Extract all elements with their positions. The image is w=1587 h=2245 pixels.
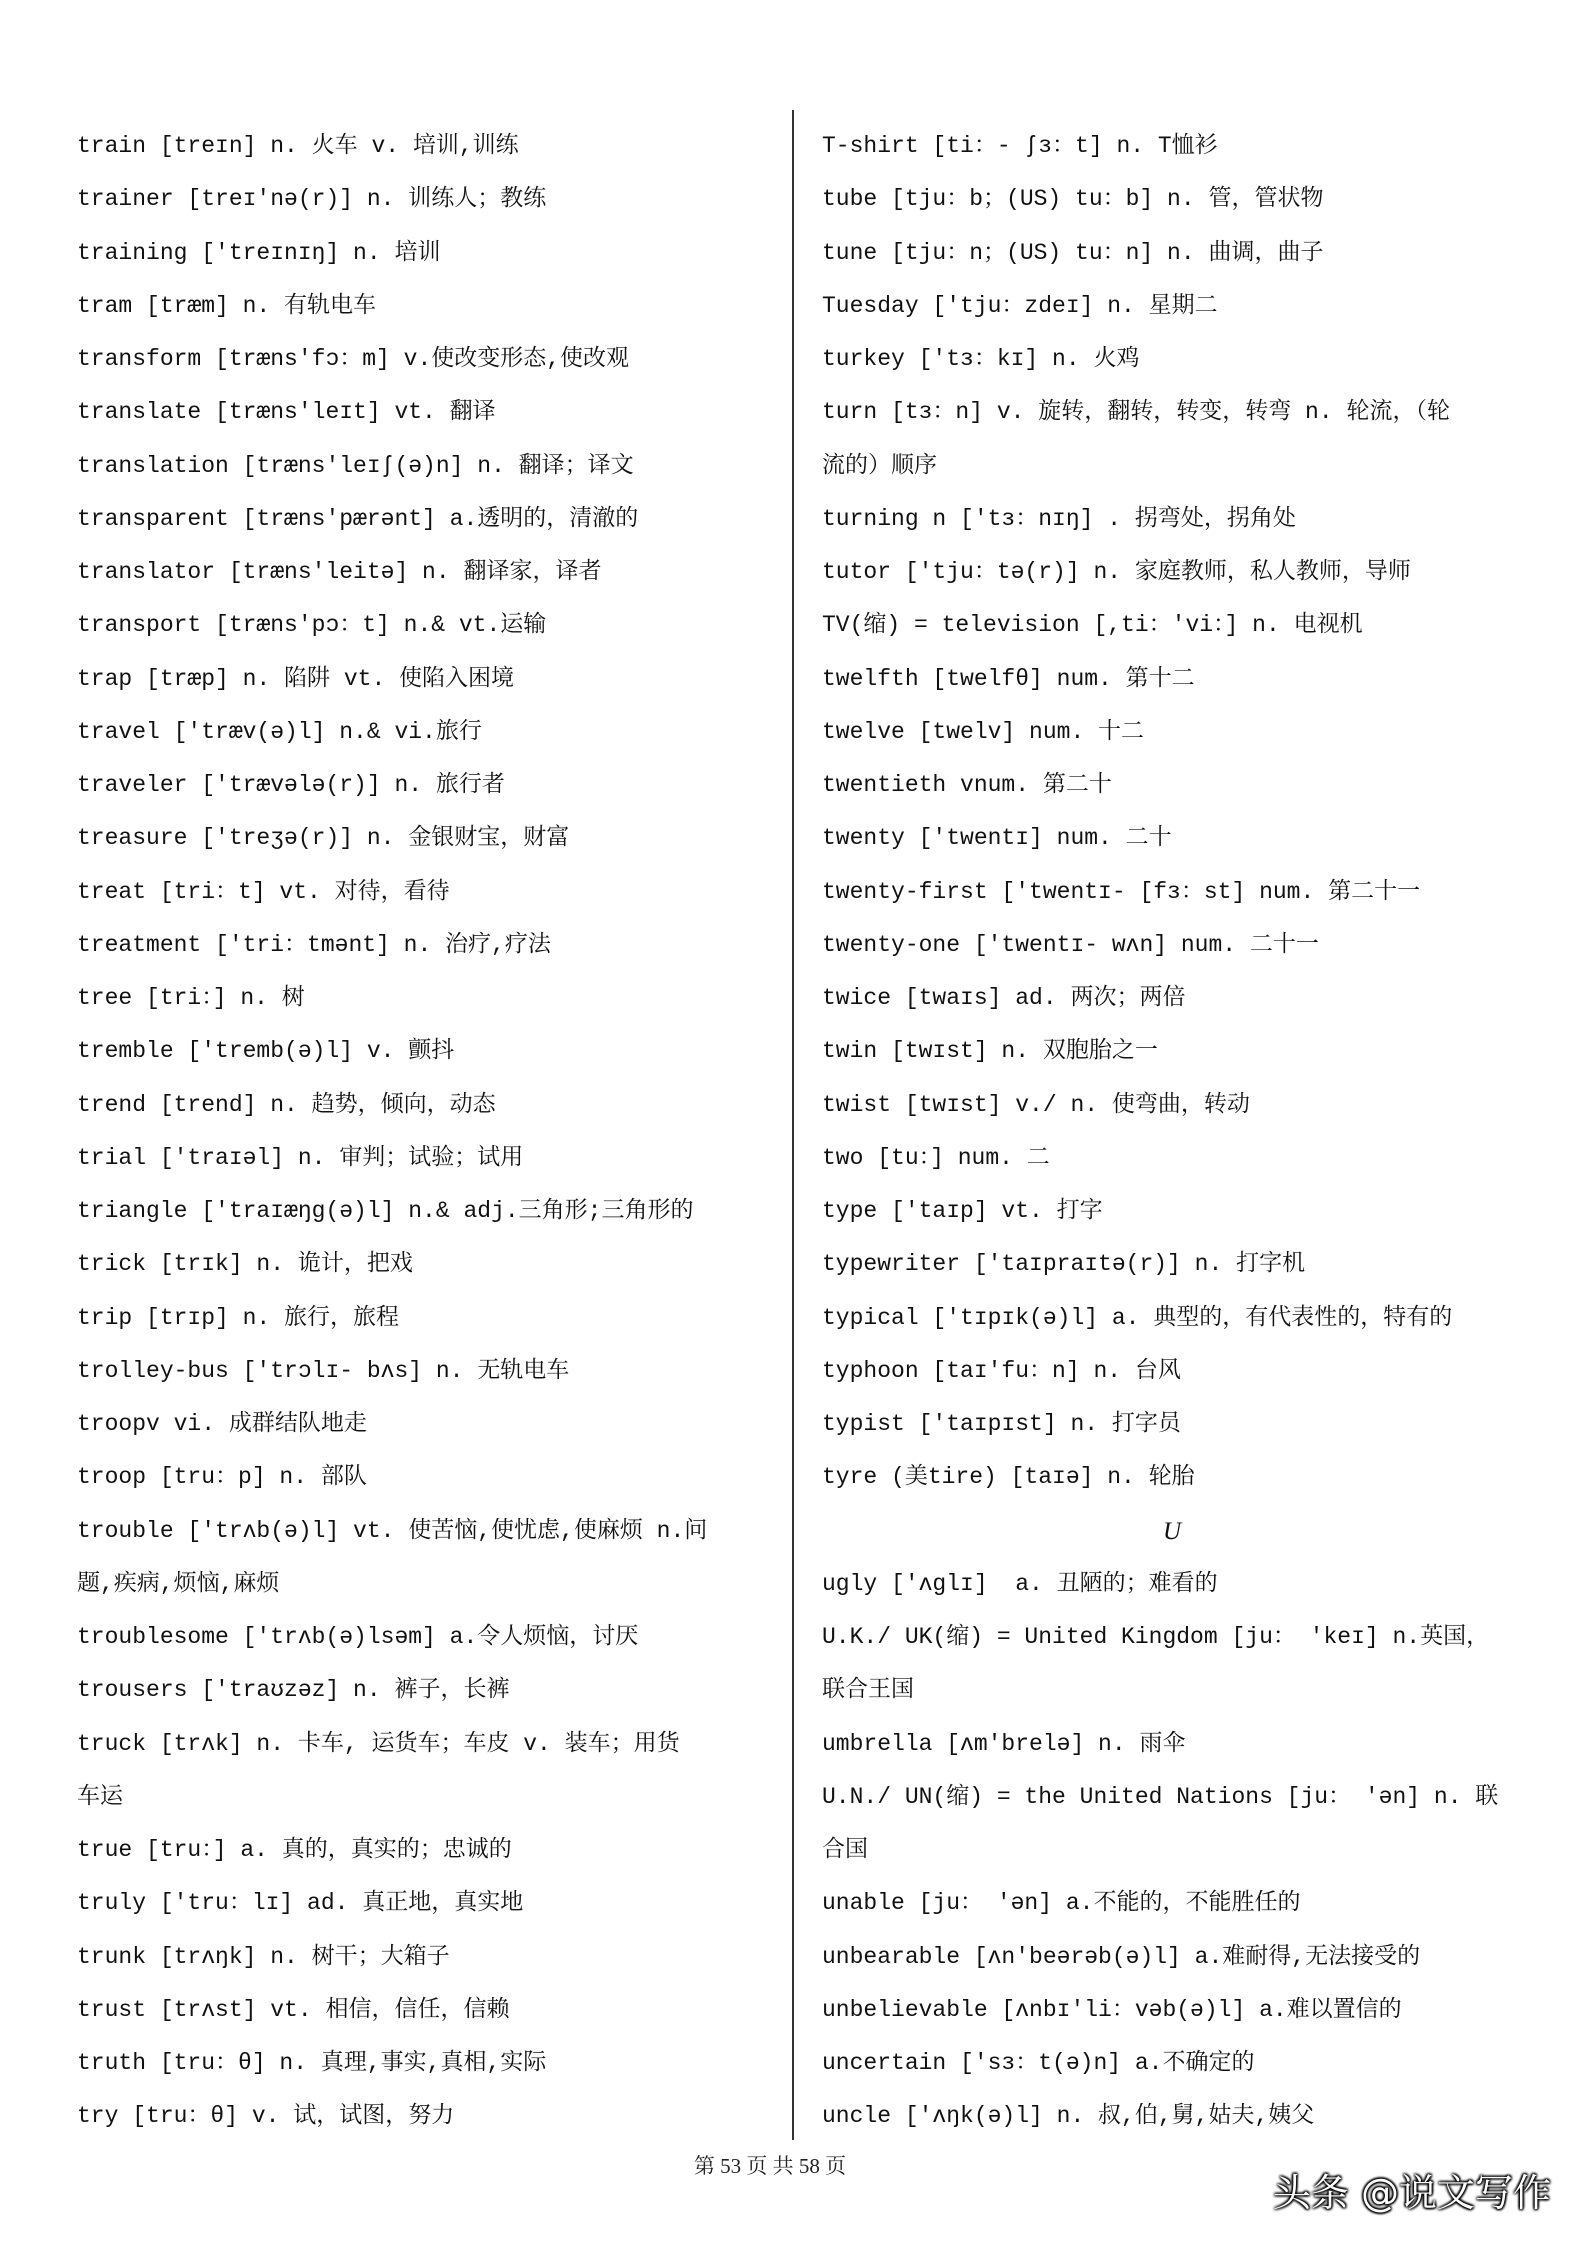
vocab-entry [77, 1505, 782, 1612]
vocab-entry [822, 1931, 1562, 1984]
vocab-entry [77, 280, 782, 333]
vocab-entry [77, 1132, 782, 1185]
vocab-entry [822, 1398, 1562, 1451]
vocab-entry-line: translator [træns'leitə] n. 翻译家，译者 [77, 559, 602, 585]
vocab-entry [77, 386, 782, 439]
page-footer: 第 53 页 共 58 页 [693, 2154, 847, 2178]
vocab-entry-line: typhoon [taɪ'fu：n] n. 台风 [822, 1357, 1181, 1384]
vocab-entry [822, 1451, 1562, 1504]
section-letter: U [1162, 1517, 1182, 1545]
vocab-entry [77, 227, 782, 280]
vocab-entry [822, 1079, 1562, 1132]
vocab-entry [822, 599, 1562, 652]
right-column [822, 120, 1562, 2144]
vocab-entry-line: trousers ['traʊzəz] n. 裤子，长裤 [77, 1677, 510, 1704]
vocab-entry-line: uncle ['ʌŋk(ə)l] n. 叔,伯,舅,姑夫,姨父 [822, 2103, 1315, 2130]
vocab-entry [77, 759, 782, 812]
vocab-entry-line: ugly ['ʌglɪ] a. 丑陋的；难看的 [822, 1570, 1218, 1597]
vocab-entry [77, 493, 782, 546]
vocab-entry-line: truck [trʌk] n. 卡车, 运货车；车皮 v. 装车；用货 [77, 1730, 680, 1757]
vocab-entry-line: turning n ['tɜ：nɪŋ] . 拐弯处，拐角处 [822, 505, 1296, 532]
vocab-entry-line: tram [træm] n. 有轨电车 [77, 292, 377, 319]
vocab-entry-line: unable [ju： 'ən] a.不能的，不能胜任的 [822, 1890, 1301, 1917]
vocab-entry-line: trust [trʌst] vt. 相信，信任，信赖 [77, 1996, 510, 2023]
vocab-entry [822, 333, 1562, 386]
vocab-entry [822, 173, 1562, 226]
vocab-entry [77, 1238, 782, 1291]
vocab-entry-line: tyre (美tire) [taɪə] n. 轮胎 [822, 1464, 1195, 1491]
vocab-entry [822, 280, 1562, 333]
vocab-entry-line: uncertain ['sɜ：t(ə)n] a.不确定的 [822, 2050, 1255, 2076]
vocab-entry-line: treatment ['tri：tmənt] n. 治疗,疗法 [77, 931, 551, 958]
vocab-entry [822, 1984, 1562, 2037]
vocab-entry-line: Tuesday ['tju：zdeɪ] n. 星期二 [822, 292, 1218, 319]
left-column [77, 120, 782, 2144]
vocab-entry-line: true [tru：] a. 真的，真实的；忠诚的 [77, 1837, 512, 1863]
vocab-entry-line: twelfth [twelfθ] num. 第十二 [822, 665, 1195, 692]
vocab-entry-line: traveler ['trævələ(r)] n. 旅行者 [77, 772, 505, 798]
vocab-entry [822, 706, 1562, 759]
vocab-entry [822, 812, 1562, 865]
vocab-entry [77, 1185, 782, 1238]
vocab-entry-line: twenty-one ['twentɪ- wʌn] num. 二十一 [822, 931, 1319, 958]
vocab-entry [77, 919, 782, 972]
vocab-entry-line: unbearable [ʌn'beərəb(ə)l] a.难耐得,无法接受的 [822, 1943, 1421, 1970]
vocab-entry-line: trouble ['trʌb(ə)l] vt. 使苦恼,使忧虑,使麻烦 n.问 [77, 1517, 708, 1544]
vocab-entry [822, 1718, 1562, 1771]
vocab-entry [822, 866, 1562, 919]
vocab-entry-line: treasure ['treʒə(r)] n. 金银财宝，财富 [77, 825, 570, 852]
vocab-entry [77, 1931, 782, 1984]
vocab-entry-line: twenty-first ['twentɪ- [fɜ：st] num. 第二十一 [822, 878, 1421, 905]
vocab-entry-line: trainer [treɪ'nə(r)] n. 训练人；教练 [77, 186, 547, 213]
vocab-entry-line: twelve [twelv] num. 十二 [822, 718, 1145, 745]
vocab-entry [77, 1079, 782, 1132]
vocab-entry-line: T-shirt [ti：- ʃɜ：t] n. T恤衫 [822, 133, 1218, 159]
column-divider [792, 110, 794, 2140]
vocab-entry-continuation: 流的）顺序 [822, 452, 937, 479]
vocab-entry-line: trunk [trʌŋk] n. 树干；大箱子 [77, 1943, 450, 1970]
vocab-entry-line: twenty ['twentɪ] num. 二十 [822, 825, 1172, 852]
vocab-entry [77, 812, 782, 865]
vocab-entry-line: trial ['traɪəl] n. 审判；试验；试用 [77, 1144, 524, 1171]
vocab-entry [77, 866, 782, 919]
vocab-entry-line: two [tu：] num. 二 [822, 1144, 1050, 1171]
vocab-entry [77, 1984, 782, 2037]
vocab-entry [822, 493, 1562, 546]
vocab-entry-line: transparent [træns'pærənt] a.透明的，清澈的 [77, 505, 639, 532]
vocab-entry-line: translate [træns'leɪt] vt. 翻译 [77, 399, 496, 426]
vocab-entry [822, 653, 1562, 706]
vocab-entry-line: truly ['tru：lɪ] ad. 真正地，真实地 [77, 1890, 524, 1917]
vocab-entry-line: twin [twɪst] n. 双胞胎之一 [822, 1038, 1158, 1065]
vocab-entry-line: twentieth vnum. 第二十 [822, 772, 1112, 798]
vocab-entry [77, 972, 782, 1025]
vocab-entry [77, 1718, 782, 1825]
vocab-entry [77, 546, 782, 599]
vocab-entry-line: translation [træns'leɪʃ(ə)n] n. 翻译；译文 [77, 452, 634, 479]
vocab-entry-line: tremble ['tremb(ə)l] v. 颤抖 [77, 1038, 455, 1065]
vocab-entry-line: twice [twaɪs] ad. 两次；两倍 [822, 985, 1186, 1011]
vocab-entry-continuation: 题,疾病,烦恼,麻烦 [77, 1570, 280, 1597]
vocab-entry-line: treat [tri：t] vt. 对待，看待 [77, 878, 450, 905]
vocab-entry-line: truth [tru：θ] n. 真理,事实,真相,实际 [77, 2050, 547, 2076]
vocab-entry [822, 120, 1562, 173]
vocab-entry-line: trend [trend] n. 趋势，倾向，动态 [77, 1091, 496, 1118]
vocab-entry [77, 1292, 782, 1345]
vocab-entry [822, 919, 1562, 972]
vocab-entry [77, 1398, 782, 1451]
vocab-entry [822, 1025, 1562, 1078]
vocab-entry [822, 1345, 1562, 1398]
vocab-entry-line: typical ['tɪpɪk(ə)l] a. 典型的，有代表性的，特有的 [822, 1304, 1453, 1331]
vocab-entry-line: U.N./ UN(缩) = the United Nations [ju： 'ən] n. 联 [822, 1783, 1499, 1810]
vocab-entry [77, 333, 782, 386]
vocab-entry-line: train [treɪn] n. 火车 v. 培训,训练 [77, 133, 519, 159]
vocab-entry-line: triangle ['traɪæŋg(ə)l] n.& adj.三角形;三角形的 [77, 1198, 694, 1224]
vocab-entry [822, 1611, 1562, 1718]
vocab-entry-line: typist ['taɪpɪst] n. 打字员 [822, 1411, 1181, 1437]
vocab-entry-line: troopv vi. 成群结队地走 [77, 1411, 367, 1437]
vocab-entry-line: twist [twɪst] v./ n. 使弯曲，转动 [822, 1091, 1250, 1118]
watermark: 头条 @说文写作 [1272, 2171, 1551, 2215]
vocab-entry [822, 1558, 1562, 1611]
vocab-entry [822, 2037, 1562, 2090]
vocab-entry-line: tube [tju：b；(US) tu：b] n. 管，管状物 [822, 186, 1324, 213]
vocab-entry-line: turkey ['tɜ：kɪ] n. 火鸡 [822, 346, 1140, 372]
vocab-entry [822, 1292, 1562, 1345]
vocab-entry-line: TV(缩) = television [,ti：'vi：] n. 电视机 [822, 612, 1363, 639]
vocab-entry-line: trap [træp] n. 陷阱 vt. 使陷入困境 [77, 665, 515, 692]
vocab-entry [822, 546, 1562, 599]
vocab-entry-line: tutor ['tju：tə(r)] n. 家庭教师，私人教师，导师 [822, 559, 1411, 585]
vocab-entry [77, 1025, 782, 1078]
vocab-entry-line: typewriter ['taɪpraɪtə(r)] n. 打字机 [822, 1251, 1306, 1278]
vocab-entry [77, 1611, 782, 1664]
vocab-entry [77, 1345, 782, 1398]
vocab-entry [77, 173, 782, 226]
vocab-entry-line: trolley-bus ['trɔlɪ- bʌs] n. 无轨电车 [77, 1357, 570, 1384]
vocab-entry-line: trick [trɪk] n. 诡计，把戏 [77, 1251, 413, 1278]
vocab-entry-line: tune [tju：n；(US) tu：n] n. 曲调，曲子 [822, 239, 1324, 266]
vocab-entry-line: transport [træns'pɔ：t] n.& vt.运输 [77, 612, 547, 639]
vocab-entry [822, 972, 1562, 1025]
vocab-entry-continuation: 合国 [822, 1837, 868, 1863]
vocab-entry-continuation: 车运 [77, 1783, 123, 1810]
vocab-entry [77, 2037, 782, 2090]
vocab-entry-line: umbrella [ʌm'brelə] n. 雨伞 [822, 1730, 1186, 1757]
vocab-entry-line: turn [tɜ：n] v. 旋转，翻转，转变，转弯 n. 轮流，（轮 [822, 399, 1450, 426]
vocab-entry-line: unbelievable [ʌnbɪ'li：vəb(ə)l] a.难以置信的 [822, 1996, 1402, 2023]
vocab-entry [822, 386, 1562, 493]
vocab-entry [77, 1664, 782, 1717]
vocab-entry [822, 227, 1562, 280]
vocab-entry [77, 1451, 782, 1504]
section-letter-heading [822, 1505, 1562, 1558]
vocab-entry [77, 1824, 782, 1877]
vocab-entry [822, 2090, 1562, 2143]
vocab-entry [822, 1238, 1562, 1291]
vocab-entry-line: transform [træns'fɔ：m] v.使改变形态,使改观 [77, 346, 630, 372]
vocab-entry-line: try [tru：θ] v. 试，试图，努力 [77, 2103, 455, 2130]
vocab-entry [822, 1771, 1562, 1878]
vocab-entry [822, 759, 1562, 812]
vocab-entry-line: trip [trɪp] n. 旅行，旅程 [77, 1304, 400, 1331]
vocab-entry-line: troop [tru：p] n. 部队 [77, 1464, 367, 1491]
vocab-entry-line: U.K./ UK(缩) = United Kingdom [ju： 'keɪ] n.英国， [822, 1624, 1490, 1650]
vocab-entry-line: travel ['træv(ə)l] n.& vi.旅行 [77, 718, 482, 745]
vocab-entry [77, 2090, 782, 2143]
vocab-entry [77, 599, 782, 652]
vocab-entry [822, 1185, 1562, 1238]
vocab-entry-line: tree [tri：] n. 树 [77, 985, 305, 1011]
vocab-entry [77, 653, 782, 706]
vocab-entry [77, 706, 782, 759]
vocab-entry-line: troublesome ['trʌb(ə)lsəm] a.令人烦恼，讨厌 [77, 1624, 639, 1650]
vocab-entry-continuation: 联合王国 [822, 1677, 914, 1704]
vocab-entry [77, 120, 782, 173]
vocab-entry [822, 1132, 1562, 1185]
vocab-entry [77, 1877, 782, 1930]
vocab-entry-line: type ['taɪp] vt. 打字 [822, 1198, 1103, 1224]
vocab-entry [77, 440, 782, 493]
vocab-entry [822, 1877, 1562, 1930]
vocab-entry-line: training ['treɪnɪŋ] n. 培训 [77, 239, 441, 266]
